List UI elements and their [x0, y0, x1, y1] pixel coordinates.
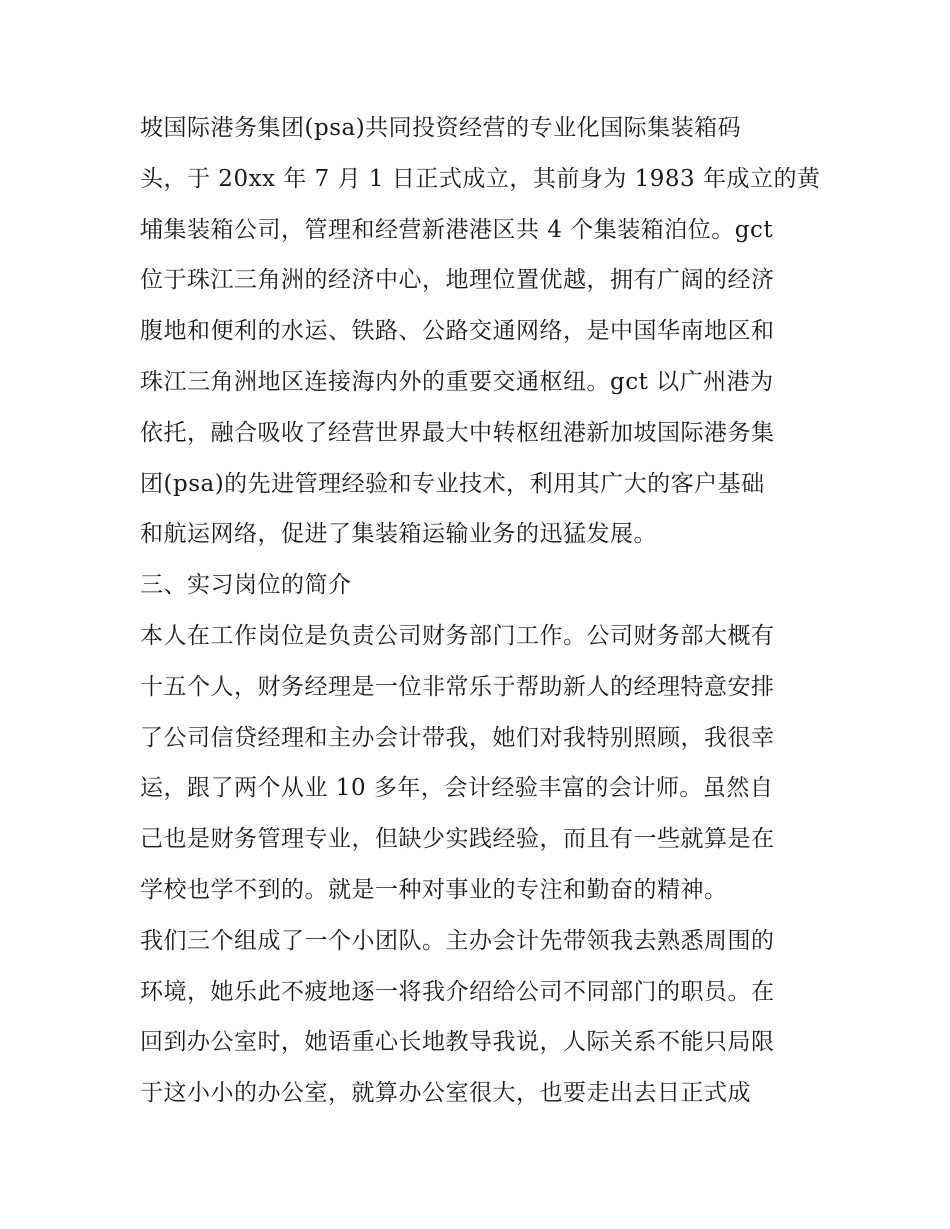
- document-body: [140, 103, 820, 1119]
- text-line: 运，跟了两个从业 10 多年，会计经验丰富的会计师。虽然自: [140, 775, 774, 802]
- text-line: 己也是财务管理专业，但缺少实践经验，而且有一些就算是在: [140, 826, 775, 853]
- text-line: 珠江三角洲地区连接海内外的重要交通枢纽。gct 以广州港为: [140, 368, 774, 395]
- text-line: 于这小小的办公室，就算办公室很大，也要走出去日正式成: [140, 1080, 751, 1107]
- text-line: 本人在工作岗位是负责公司财务部门工作。公司财务部大概有: [140, 622, 775, 649]
- text-line: 坡国际港务集团(psa)共同投资经营的专业化国际集装箱码: [140, 115, 742, 141]
- text-line: 团(psa)的先进管理经验和专业技术，利用其广大的客户基础: [140, 470, 765, 497]
- text-line: 十五个人，财务经理是一位非常乐于帮助新人的经理特意安排: [140, 673, 775, 700]
- text-line: 埔集装箱公司，管理和经营新港港区共 4 个集装箱泊位。gct: [140, 216, 774, 243]
- text-line: 环境，她乐此不疲地逐一将我介绍给公司不同部门的职员。在: [140, 978, 775, 1005]
- text-line: 回到办公室时，她语重心长地教导我说，人际关系不能只局限: [140, 1029, 775, 1056]
- text-line: 了公司信贷经理和主办会计带我，她们对我特别照顾，我很幸: [140, 724, 775, 751]
- text-line: 和航运网络，促进了集装箱运输业务的迅猛发展。: [140, 521, 657, 548]
- text-line: 我们三个组成了一个小团队。主办会计先带领我去熟悉周围的: [140, 927, 775, 954]
- text-line: 依托，融合吸收了经营世界最大中转枢纽港新加坡国际港务集: [140, 419, 775, 446]
- text-line: 位于珠江三角洲的经济中心，地理位置优越，拥有广阔的经济: [140, 267, 775, 294]
- text-line: 头，于 20xx 年 7 月 1 日正式成立，其前身为 1983 年成立的黄: [140, 165, 821, 192]
- section-heading: 三、实习岗位的简介: [140, 572, 352, 599]
- text-line: 学校也学不到的。就是一种对事业的专注和勤奋的精神。: [140, 876, 728, 903]
- text-line: 腹地和便利的水运、铁路、公路交通网络，是中国华南地区和: [140, 318, 775, 345]
